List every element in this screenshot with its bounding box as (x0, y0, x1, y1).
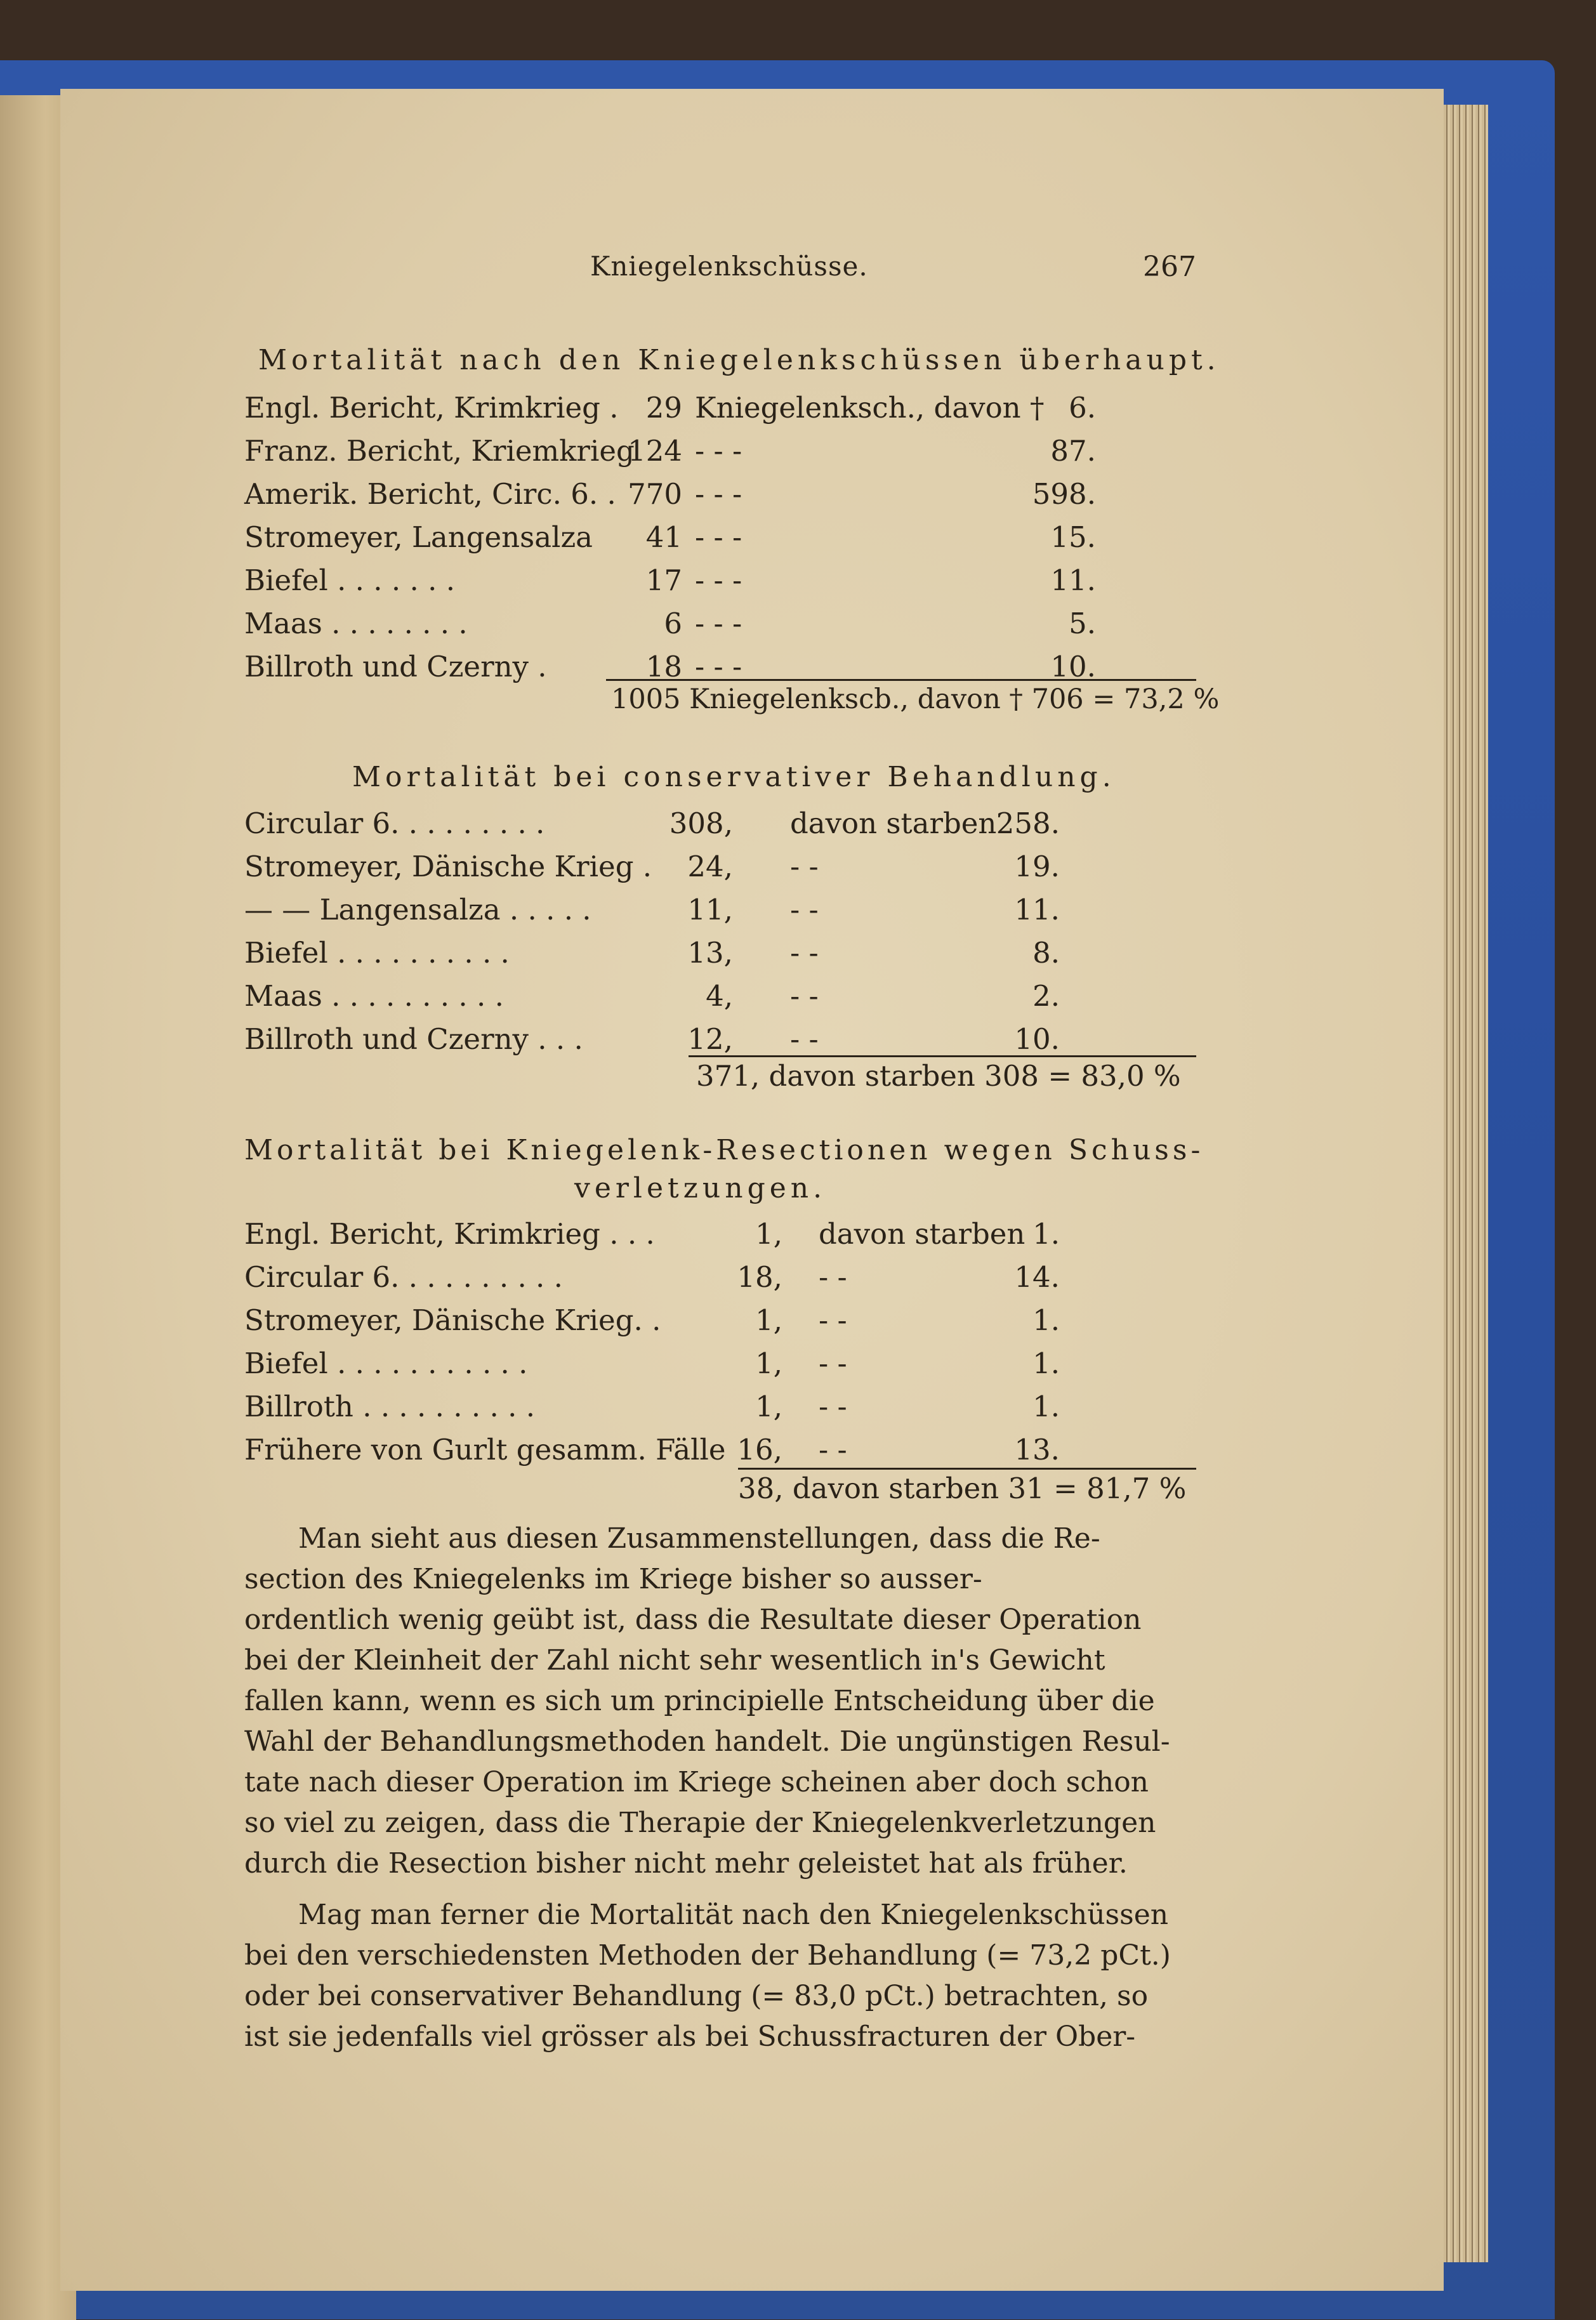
text-line: Wahl der Behandlungsmethoden handelt. Die ungünstigen Resul- (244, 1725, 1170, 1758)
cell-deaths: 19. (1014, 850, 1060, 883)
cell-count: 18 (645, 650, 682, 683)
text-line: fallen kann, wenn es sich um principielle Entscheidung über die (244, 1685, 1155, 1717)
cell-label: - - - (695, 650, 742, 683)
cell-label: - - (819, 1303, 847, 1337)
text-line: so viel zu zeigen, dass die Therapie der Kniegelenkverletzungen (244, 1807, 1156, 1839)
cell-count: 1, (755, 1347, 782, 1380)
cell-count: 308, (669, 807, 733, 840)
table-row (244, 846, 1196, 887)
cell-source: Maas . . . . . . . . (244, 607, 468, 640)
table-row (244, 1018, 1196, 1060)
cell-deaths: 2. (1032, 979, 1060, 1013)
cell-label: - - - (695, 434, 742, 468)
text-line: durch die Resection bisher nicht mehr geleistet hat als früher. (244, 1847, 1128, 1880)
table-row (244, 517, 1196, 558)
cell-count: 124 (628, 434, 682, 468)
running-head-title: Kniegelenkschüsse. (590, 251, 868, 282)
table-row (244, 803, 1196, 844)
cell-deaths: 8. (1032, 936, 1060, 970)
cell-deaths: 11. (1050, 564, 1096, 597)
table-row (244, 975, 1196, 1017)
text-line: Man sieht aus diesen Zusammenstellungen, dass die Re- (298, 1522, 1100, 1555)
cell-label: - - (819, 1433, 847, 1466)
cell-count: 12, (687, 1022, 733, 1056)
cell-count: 41 (645, 520, 682, 554)
cell-source: — — Langensalza . . . . . (244, 893, 591, 926)
cell-label: - - - (695, 520, 742, 554)
table-row (244, 560, 1196, 601)
cell-label: - - (790, 850, 819, 883)
cell-deaths: 6. (1069, 391, 1096, 425)
table-row (244, 473, 1196, 515)
cell-label: - - (819, 1390, 847, 1423)
cell-count: 4, (706, 979, 733, 1013)
cell-deaths: 1. (1032, 1303, 1060, 1337)
section3-heading-line1: Mortalität bei Kniegelenk-Resectionen wegen Schuss- (244, 1134, 1204, 1166)
table-row (244, 1300, 1196, 1341)
cell-deaths: 14. (1014, 1260, 1060, 1294)
cell-source: Biefel . . . . . . . (244, 564, 456, 597)
section1-heading: Mortalität nach den Kniegelenkschüssen überhaupt. (258, 344, 1220, 376)
text-line: oder bei conservativer Behandlung (= 83,0 pCt.) betrachten, so (244, 1980, 1149, 2012)
cell-count: 16, (737, 1433, 782, 1466)
cell-count: 770 (628, 477, 682, 511)
cell-source: Franz. Bericht, Kriemkrieg (244, 434, 635, 468)
cell-label: - - (790, 979, 819, 1013)
cell-deaths: 13. (1014, 1433, 1060, 1466)
cell-source: Billroth und Czerny . . . (244, 1022, 583, 1056)
cell-deaths: 87. (1050, 434, 1096, 468)
cell-deaths: 10. (1050, 650, 1096, 683)
cell-deaths: 1. (1032, 1347, 1060, 1380)
cell-source: Engl. Bericht, Krimkrieg . (244, 391, 619, 425)
cell-source: Biefel . . . . . . . . . . . (244, 1347, 528, 1380)
text-line: section des Kniegelenks im Kriege bisher so ausser- (244, 1563, 982, 1595)
section3-total: 38, davon starben 31 = 81,7 % (738, 1472, 1187, 1505)
cell-source: Frühere von Gurlt gesamm. Fälle (244, 1433, 726, 1466)
cell-source: Circular 6. . . . . . . . . . (244, 1260, 563, 1294)
cell-source: Amerik. Bericht, Circ. 6. . (244, 477, 616, 511)
table-row (244, 1256, 1196, 1298)
cell-count: 24, (687, 850, 733, 883)
cell-source: Billroth und Czerny . (244, 650, 547, 683)
cell-label: davon starben (819, 1217, 1026, 1251)
cell-count: 17 (645, 564, 682, 597)
cell-count: 1, (755, 1303, 782, 1337)
table-row (244, 387, 1196, 428)
table-row (244, 1343, 1196, 1384)
cell-source: Engl. Bericht, Krimkrieg . . . (244, 1217, 655, 1251)
cell-deaths: 1. (1032, 1390, 1060, 1423)
table-row (244, 1213, 1196, 1255)
cell-deaths: 1. (1032, 1217, 1060, 1251)
cell-count: 29 (645, 391, 682, 425)
cell-label: - - - (695, 477, 742, 511)
cell-label: - - (819, 1260, 847, 1294)
cell-deaths: 598. (1032, 477, 1096, 511)
cell-source: Biefel . . . . . . . . . . (244, 936, 510, 970)
table-row (244, 1429, 1196, 1470)
cell-label: - - (790, 893, 819, 926)
section2-total: 371, davon starben 308 = 83,0 % (696, 1059, 1181, 1093)
cell-deaths: 5. (1069, 607, 1096, 640)
cell-label: - - - (695, 607, 742, 640)
text-line: Mag man ferner die Mortalität nach den Kniegelenkschüssen (298, 1899, 1169, 1931)
page-number: 267 (1143, 251, 1196, 283)
section2-heading: Mortalität bei conservativer Behandlung. (352, 761, 1116, 793)
cell-source: Billroth . . . . . . . . . . (244, 1390, 535, 1423)
cell-label: - - (790, 1022, 819, 1056)
cell-deaths: 11. (1014, 893, 1060, 926)
table-row (244, 603, 1196, 644)
cell-deaths: 258. (996, 807, 1060, 840)
cell-count: 18, (737, 1260, 782, 1294)
text-line: bei den verschiedensten Methoden der Behandlung (= 73,2 pCt.) (244, 1939, 1171, 1972)
cell-label: - - - (695, 564, 742, 597)
cell-source: Maas . . . . . . . . . . (244, 979, 504, 1013)
cell-label: davon starben (790, 807, 997, 840)
running-head (343, 251, 1196, 289)
table-row (244, 932, 1196, 973)
cell-source: Stromeyer, Dänische Krieg. . (244, 1303, 661, 1337)
text-line: tate nach dieser Operation im Kriege scheinen aber doch schon (244, 1766, 1149, 1798)
table-row (244, 889, 1196, 930)
cell-label: - - (819, 1347, 847, 1380)
section1-total: 1005 Kniegelenkscb., davon † 706 = 73,2 % (611, 683, 1220, 715)
text-line: ist sie jedenfalls viel grösser als bei Schussfracturen der Ober- (244, 2020, 1136, 2053)
cell-count: 1, (755, 1217, 782, 1251)
table-row (244, 430, 1196, 471)
cell-source: Stromeyer, Langensalza (244, 520, 593, 554)
cell-label: - - (790, 936, 819, 970)
table-row (244, 1386, 1196, 1427)
cell-count: 11, (687, 893, 733, 926)
cell-source: Stromeyer, Dänische Krieg . (244, 850, 652, 883)
cell-deaths: 10. (1014, 1022, 1060, 1056)
text-line: ordentlich wenig geübt ist, dass die Resultate dieser Operation (244, 1604, 1142, 1636)
cell-count: 6 (664, 607, 682, 640)
section3-heading-line2: verletzungen. (574, 1172, 827, 1204)
cell-count: 1, (755, 1390, 782, 1423)
cell-count: 13, (687, 936, 733, 970)
cell-label: Kniegelenksch., davon † (695, 391, 1045, 425)
text-line: bei der Kleinheit der Zahl nicht sehr wesentlich in's Gewicht (244, 1644, 1105, 1677)
cell-source: Circular 6. . . . . . . . . (244, 807, 545, 840)
cell-deaths: 15. (1050, 520, 1096, 554)
